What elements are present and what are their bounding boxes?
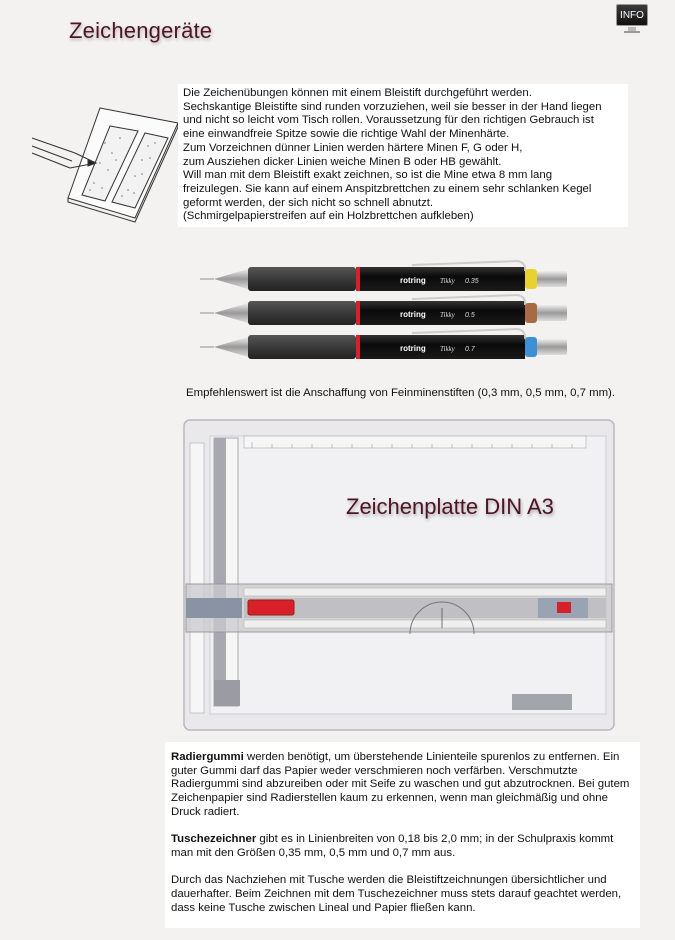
intro-line: geformt werden, der sich nicht so schnell abnutzt. <box>183 196 434 209</box>
pencil-0.5 <box>200 295 567 325</box>
svg-text:Tikky: Tikky <box>440 345 455 353</box>
intro-text-box <box>178 84 628 227</box>
monitor-base <box>624 31 640 33</box>
eraser-text: werden benötigt, um überstehende Linienteile spurenlos zu entfernen. Ein guter Gummi darf das Papier weder verschmieren noch verfärben. Verschmutzte Radiergummi sind abzureiben oder mit Seife zu waschen und gut abzutrocknen. Bei gutem Zeichenpapier sind Radierstellen kaum zu erkennen, wenn man gleichmäßig und ohne Druck radiert. <box>171 751 630 818</box>
drawing-board-image <box>182 418 618 734</box>
svg-text:rotring: rotring <box>400 276 426 285</box>
intro-line: Will man mit dem Bleistift exakt zeichnen, so ist die Mine etwa 8 mm lang <box>183 169 553 182</box>
ink-pen-term: Tuschezeichner <box>171 833 257 846</box>
intro-line: zum Ausziehen dicker Linien weiche Minen B oder HB gewählt. <box>183 155 502 168</box>
eraser-paragraph <box>171 751 634 820</box>
svg-text:rotring: rotring <box>400 310 426 319</box>
pencil-0.7 <box>200 329 567 359</box>
intro-line: freizulegen. Sie kann auf einem Anspitzbrettchen zu einem sehr schlanken Kegel <box>183 182 592 195</box>
svg-text:Tikky: Tikky <box>440 311 455 319</box>
intro-line: Sechskantige Bleistifte sind runden vorzuziehen, weil sie besser in der Hand liegen <box>183 100 602 113</box>
recommendation-text: Empfehlenswert ist die Anschaffung von Feinminenstiften (0,3 mm, 0,5 mm, 0,7 mm). <box>186 387 616 399</box>
svg-text:0.35: 0.35 <box>465 278 479 285</box>
intro-line: eine einwandfreie Spitze sowie die richtige Wahl der Minenhärte. <box>183 128 510 141</box>
svg-text:0.5: 0.5 <box>465 312 475 319</box>
monitor-icon: INFO <box>616 4 648 26</box>
svg-text:0.7: 0.7 <box>465 346 475 353</box>
intro-line: und nicht so leicht vom Tisch rollen. Voraussetzung für den richtigen Gebrauch ist <box>183 114 594 127</box>
mechanical-pencils-image <box>200 255 580 365</box>
ink-pen-text: gibt es in Linienbreiten von 0,18 bis 2,0 mm; in der Schulpraxis kommt man mit den Größen 0,35 mm, 0,5 mm und 0,7 mm aus. <box>171 833 614 859</box>
board-label: Zeichenplatte DIN A3 <box>346 494 554 519</box>
intro-line: Zum Vorzeichnen dünner Linien werden härtere Minen F, G oder H, <box>183 141 523 154</box>
ink-note-paragraph: Durch das Nachziehen mit Tusche werden die Bleistiftzeichnungen übersichtlicher und dauerhafter. Beim Zeichnen mit dem Tuschezeichner muss stets darauf geachtet werden, dass keine Tusche zwischen Lineal und Papier fließen kann. <box>171 874 622 914</box>
page-title: Zeichengeräte <box>69 18 213 43</box>
svg-text:rotring: rotring <box>400 344 426 353</box>
intro-line: Die Zeichenübungen können mit einem Bleistift durchgeführt werden. <box>183 87 532 99</box>
info-button[interactable] <box>616 4 648 36</box>
details-text-box <box>165 742 640 928</box>
intro-line: (Schmirgelpapierstreifen auf ein Holzbrettchen aufkleben) <box>183 210 474 223</box>
pencil-0.35 <box>200 261 567 291</box>
eraser-term: Radiergummi <box>171 751 244 763</box>
ink-pen-paragraph <box>171 833 634 860</box>
sharpening-board-illustration <box>30 98 180 226</box>
svg-text:Tikky: Tikky <box>440 277 455 285</box>
